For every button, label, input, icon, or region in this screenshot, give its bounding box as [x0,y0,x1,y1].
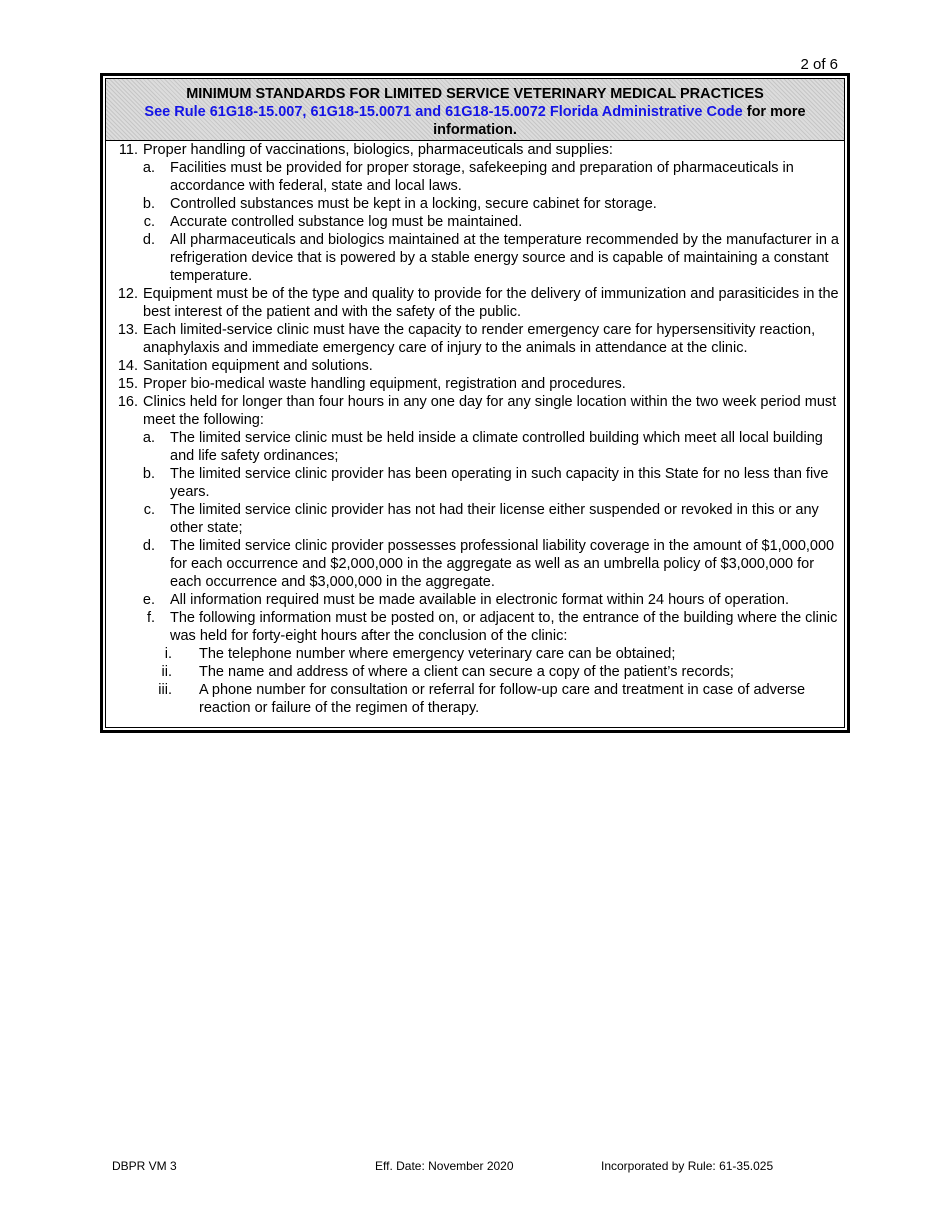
list-item [106,375,844,393]
list-item-marker: f. [146,610,155,626]
list-item-marker: c. [143,502,155,518]
list-item-text: All information required must be made available in electronic format within 24 hours of operation. [170,592,789,608]
list-item [106,141,844,159]
list-item-text: Each limited-service clinic must have the capacity to render emergency care for hypersensitivity reaction, anaphylaxis and immediate emergency care of injury to the animals in attendance at the clinic. [143,322,816,356]
header-suffix: for more information. [433,104,806,138]
list-item-text: All pharmaceuticals and biologics maintained at the temperature recommended by the manufacturer in a refrigeration device that is powered by a stable energy source and is capable of maintaining a constant temperature. [170,232,839,284]
standards-list [106,141,844,717]
list-item-marker: e. [142,592,155,608]
list-item [106,609,844,645]
list-item [106,213,844,231]
list-item [106,357,844,375]
list-item [106,393,844,429]
list-item [106,537,844,591]
page-number: 2 of 6 [800,56,838,73]
list-item-marker: 16. [117,394,138,410]
list-item-text: The limited service clinic provider has not had their license either suspended or revoked in this or any other state; [170,502,819,536]
list-item-marker: 14. [117,358,138,374]
list-item-text: The following information must be posted on, or adjacent to, the entrance of the building where the clinic was held for forty-eight hours after the conclusion of the clinic: [170,610,838,644]
list-item-marker: iii. [158,682,172,698]
list-item [106,321,844,357]
list-item [106,231,844,285]
list-item [106,591,844,609]
header-title: MINIMUM STANDARDS FOR LIMITED SERVICE VETERINARY MEDICAL PRACTICES [186,86,764,102]
list-item-marker: ii. [161,664,172,680]
list-item-text: The limited service clinic must be held inside a climate controlled building which meet all local building and life safety ordinances; [170,430,823,464]
list-item [106,429,844,465]
list-item-text: Proper bio-medical waste handling equipment, registration and procedures. [143,376,626,392]
list-item [106,465,844,501]
list-item-marker: a. [142,160,155,176]
footer-form-id: DBPR VM 3 [112,1159,177,1173]
list-item [106,501,844,537]
list-item-text: The limited service clinic provider possesses professional liability coverage in the amount of $1,000,000 for each occurrence and $2,000,000 in the aggregate as well as an umbrella policy of $3,000,000 for each occurrence and $3,000,000 in the aggregate. [170,538,835,590]
list-item [106,195,844,213]
list-item-text: The telephone number where emergency veterinary care can be obtained; [199,646,676,662]
list-item-marker: b. [142,466,155,482]
list-item-marker: a. [142,430,155,446]
list-item-text: The limited service clinic provider has been operating in such capacity in this State for no less than five years. [170,466,829,500]
footer-incorporated: Incorporated by Rule: 61-35.025 [601,1159,774,1173]
list-item [106,681,844,717]
header-reference [110,103,840,139]
list-item [106,285,844,321]
standards-box-inner [105,78,845,728]
list-item-marker: 15. [117,376,138,392]
list-item-marker: c. [143,214,155,230]
list-item-marker: d. [142,538,155,554]
list-item [106,663,844,681]
list-item-marker: i. [164,646,172,662]
list-item-text: Accurate controlled substance log must be maintained. [170,214,523,230]
rule-reference-link[interactable]: See Rule 61G18-15.007, 61G18-15.0071 and 61G18-15.0072 Florida Administrative Code [144,104,743,120]
list-item-marker: b. [142,196,155,212]
list-item-text: A phone number for consultation or referral for follow-up care and treatment in case of adverse reaction or failure of the regimen of therapy. [199,682,806,716]
standards-box [100,73,850,733]
list-item [106,159,844,195]
footer-eff-date: Eff. Date: November 2020 [375,1159,514,1173]
list-item-marker: 13. [117,322,138,338]
list-item-text: Facilities must be provided for proper storage, safekeeping and preparation of pharmaceuticals in accordance with federal, state and local laws. [170,160,794,194]
list-item-marker: 12. [117,286,138,302]
list-item-text: The name and address of where a client can secure a copy of the patient’s records; [199,664,734,680]
list-item [106,645,844,663]
list-item-marker: 11. [118,142,138,158]
standards-header [106,79,844,141]
list-item-text: Proper handling of vaccinations, biologics, pharmaceuticals and supplies: [143,142,613,158]
list-item-text: Equipment must be of the type and quality to provide for the delivery of immunization and parasiticides in the best interest of the patient and with the safety of the public. [143,286,839,320]
list-item-marker: d. [142,232,155,248]
list-item-text: Sanitation equipment and solutions. [143,358,373,374]
list-item-text: Controlled substances must be kept in a locking, secure cabinet for storage. [170,196,657,212]
list-item-text: Clinics held for longer than four hours in any one day for any single location within the two week period must meet the following: [143,394,837,428]
